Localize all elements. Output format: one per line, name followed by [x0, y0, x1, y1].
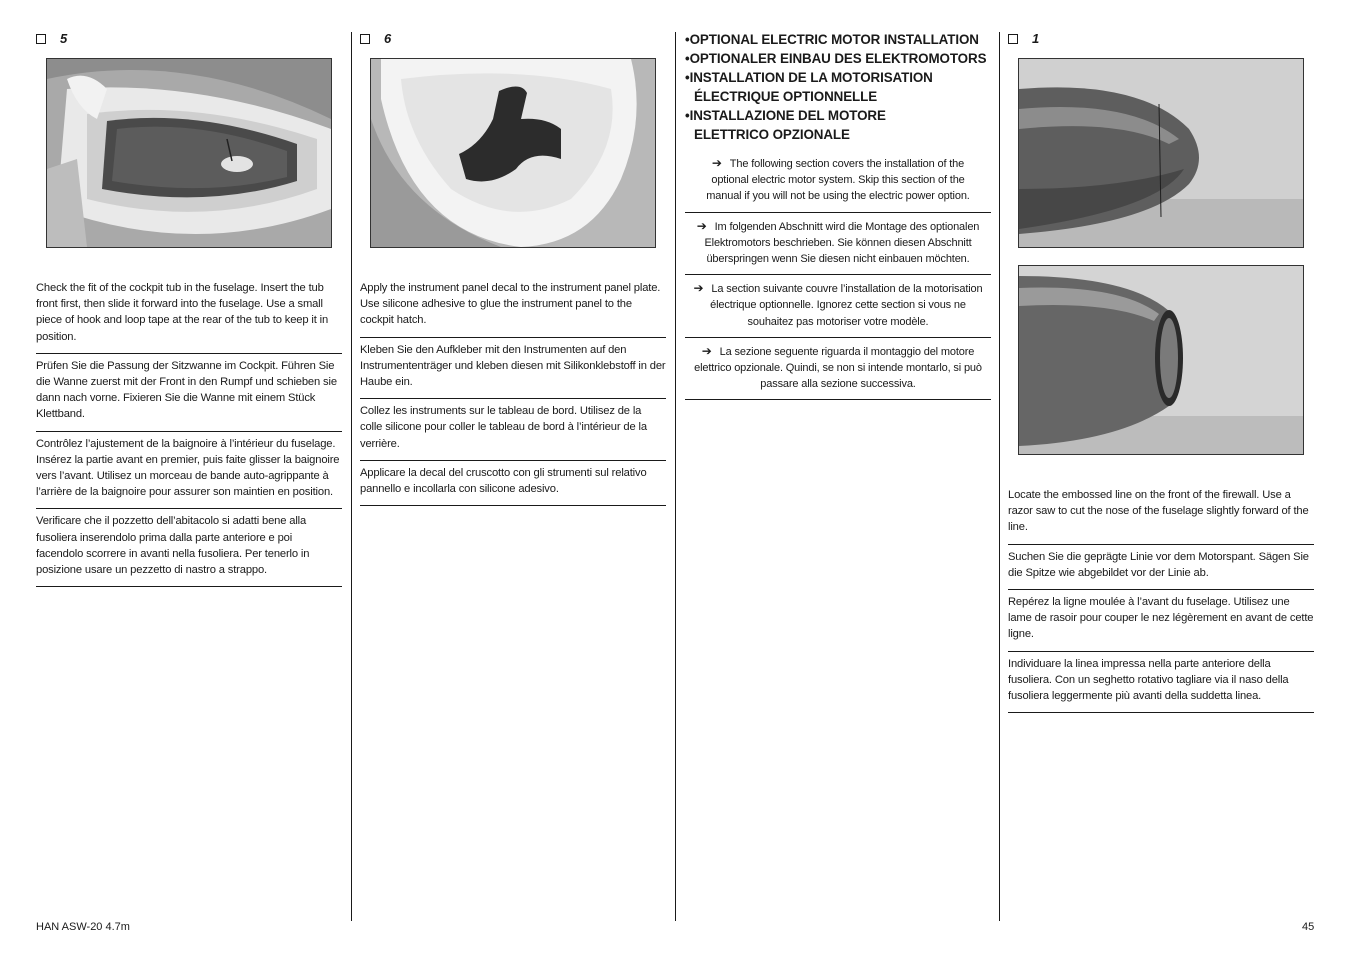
section-heading	[685, 30, 991, 144]
heading-line: •INSTALLATION DE LA MOTORISATION	[685, 70, 933, 85]
note-fr	[685, 275, 991, 338]
instruction-de: Prüfen Sie die Passung der Sitzwanne im Cockpit. Führen Sie die Wanne zuerst mit der Front in den Rumpf und schieben sie dann nach vorne. Fixieren Sie die Wanne mit einem Stück Klettband.	[36, 354, 342, 432]
step-header	[360, 30, 666, 48]
instruction-it: Verificare che il pozzetto dell’abitacolo si adatti bene alla fusoliera inserendolo prima dalla parte anteriore e poi facendolo scorrere in avanti nella fusoliera. Per tenerlo in posizione usare un pezzetto di nastro a strappo.	[36, 509, 342, 587]
heading-line: •OPTIONAL ELECTRIC MOTOR INSTALLATION	[685, 32, 979, 47]
instruction-de: Suchen Sie die geprägte Linie vor dem Motorspant. Sägen Sie die Spitze wie abgebildet vor der Linie ab.	[1008, 545, 1314, 590]
arrow-right-icon: ➔	[701, 343, 712, 358]
cockpit-tub-photo	[46, 58, 332, 248]
column-divider	[675, 32, 676, 921]
heading-line: •INSTALLAZIONE DEL MOTORE	[685, 108, 886, 123]
step-number: 5	[60, 31, 68, 46]
note-it	[685, 338, 991, 401]
instruction-fr: Repérez la ligne moulée à l’avant du fuselage. Utilisez une lame de rasoir pour couper le nez légèrement en avant de cette ligne.	[1008, 590, 1314, 652]
fuselage-cut-photo	[1018, 265, 1304, 455]
checkbox-icon[interactable]	[36, 34, 46, 44]
step-header	[36, 30, 342, 48]
instruction-en: Locate the embossed line on the front of the firewall. Use a razor saw to cut the nose of the fuselage slightly forward of the line.	[1008, 483, 1314, 545]
column-step-1	[1008, 30, 1314, 713]
checkbox-icon[interactable]	[360, 34, 370, 44]
column-optional-motor	[685, 30, 991, 400]
heading-line: ELETTRICO OPZIONALE	[694, 127, 850, 142]
fuselage-nose-photo	[1018, 58, 1304, 248]
step-header	[1008, 30, 1314, 48]
note-text: The following section covers the installation of the optional electric motor system. Skip this section of the manual if you will not be using the electric power option.	[706, 158, 970, 203]
note-text: La section suivante couvre l’installation de la motorisation électrique optionnelle. Ignorez cette section si vous ne souhaitez pas motoriser votre modèle.	[710, 283, 983, 328]
page-number: 45	[1302, 921, 1315, 933]
footer-model-name: HAN ASW-20 4.7m	[36, 921, 130, 933]
instruction-fr: Contrôlez l’ajustement de la baignoire à l’intérieur du fuselage. Insérez la partie avant en premier, puis faite glisser la baignoire vers l’avant. Utilisez un morceau de bande auto-agrippante à l’arrière de la baignoire pour assurer son maintien en position.	[36, 432, 342, 510]
note-en	[685, 150, 991, 213]
arrow-right-icon: ➔	[693, 281, 704, 296]
instruction-fr: Collez les instruments sur le tableau de bord. Utilisez de la colle silicone pour coller le tableau de bord à l’intérieur de la verrière.	[360, 399, 666, 461]
note-de	[685, 213, 991, 276]
step-number: 1	[1032, 31, 1040, 46]
column-step-6	[360, 30, 666, 506]
instruction-it: Applicare la decal del cruscotto con gli strumenti sul relativo pannello e incollarla con silicone adesivo.	[360, 461, 666, 506]
note-text: Im folgenden Abschnitt wird die Montage des optionalen Elektromotors beschrieben. Sie können diesen Abschnitt überspringen wenn Sie diesen nicht einbauen möchten.	[704, 220, 980, 266]
instrument-panel-photo	[370, 58, 656, 248]
instruction-en: Apply the instrument panel decal to the instrument panel plate. Use silicone adhesive to glue the instrument panel to the cockpit hatch.	[360, 276, 666, 338]
arrow-right-icon: ➔	[696, 218, 707, 233]
instruction-de: Kleben Sie den Aufkleber mit den Instrumenten auf den Instrumententräger und kleben diesen mit Silikonklebstoff in der Haube ein.	[360, 338, 666, 400]
column-divider	[351, 32, 352, 921]
arrow-right-icon: ➔	[711, 156, 722, 170]
heading-line: •OPTIONALER EINBAU DES ELEKTROMOTORS	[685, 51, 987, 66]
step-number: 6	[384, 31, 392, 46]
column-divider	[999, 32, 1000, 921]
note-text: La sezione seguente riguarda il montaggio del motore elettrico opzionale. Quindi, se non si intende montarlo, si può passare alla sezione successiva.	[694, 345, 982, 391]
heading-line: ÉLECTRIQUE OPTIONNELLE	[694, 89, 878, 104]
instruction-en: Check the fit of the cockpit tub in the fuselage. Insert the tub front first, then slide it forward into the fuselage. Use a small piece of hook and loop tape at the rear of the tub to keep it in position.	[36, 276, 342, 354]
instruction-it: Individuare la linea impressa nella parte anteriore della fusoliera. Con un seghetto rotativo tagliare via il naso della fusoliera leggermente più avanti della suddetta linea.	[1008, 652, 1314, 714]
column-step-5	[36, 30, 342, 587]
checkbox-icon[interactable]	[1008, 34, 1018, 44]
